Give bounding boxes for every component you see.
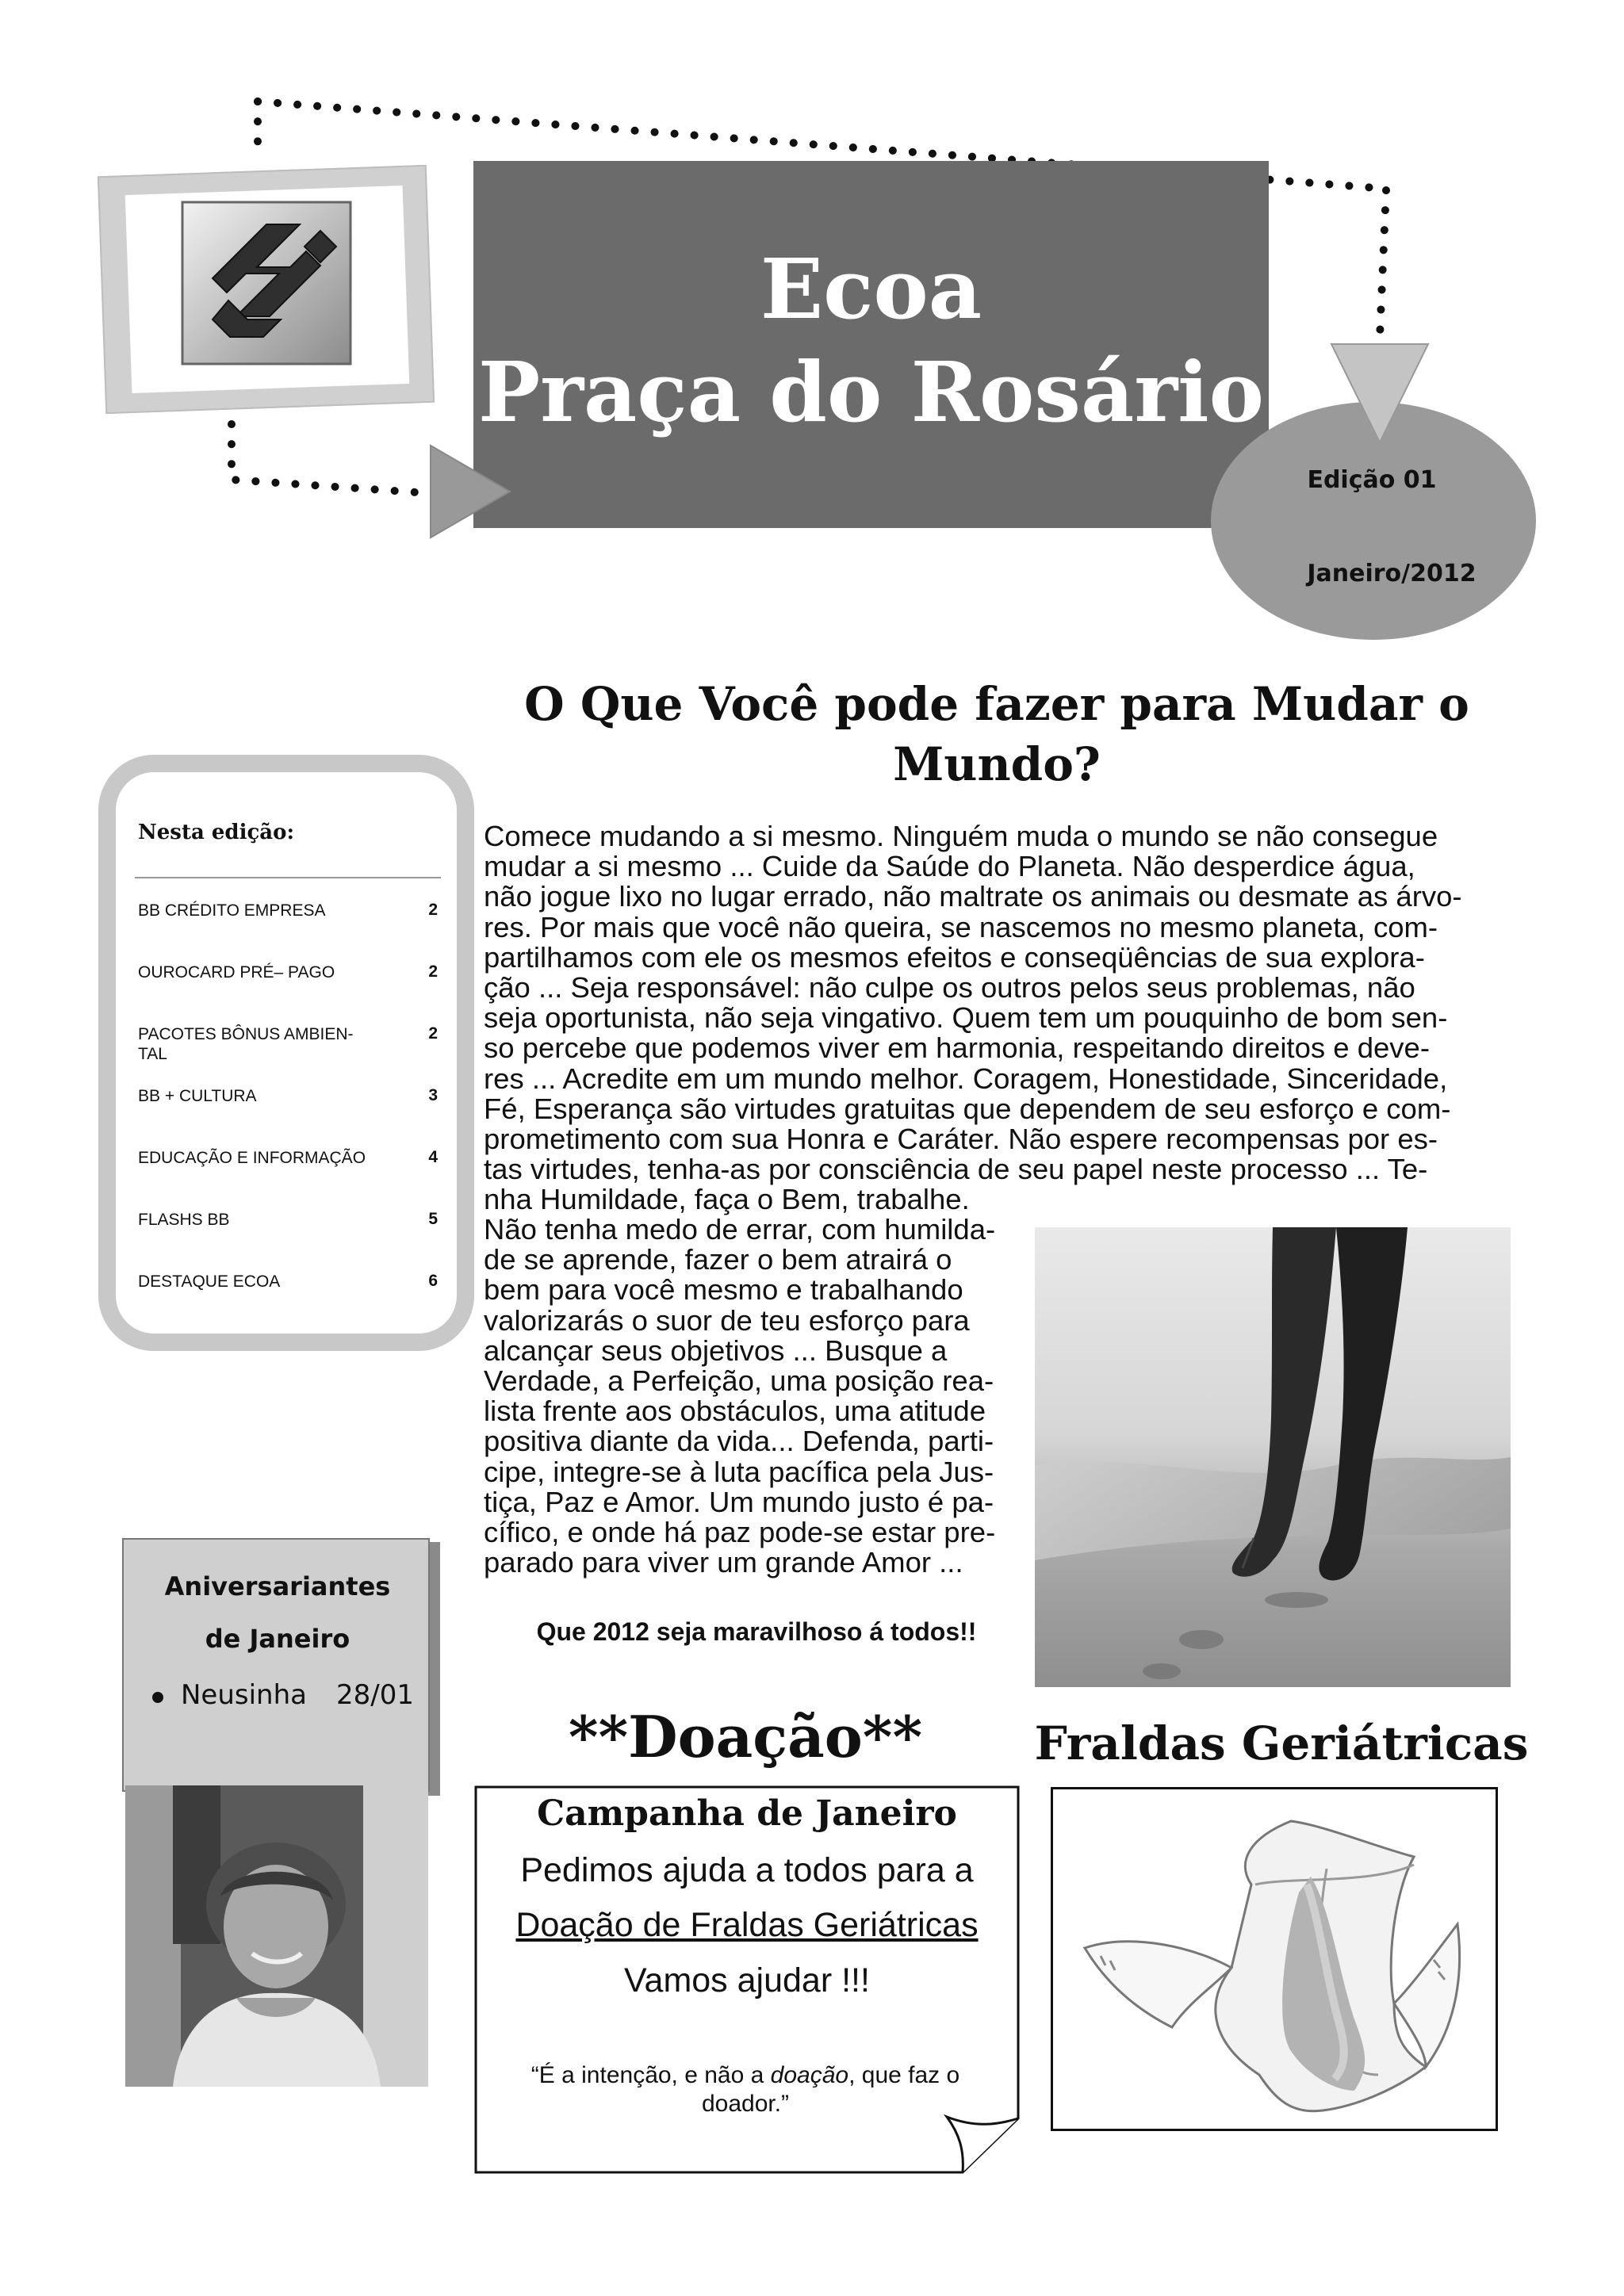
toc-item-page: 4 <box>428 1148 438 1166</box>
article-line: Verdade, a Perfeição, uma posição rea- <box>484 1364 994 1398</box>
article-line: bem para você mesmo e trabalhando <box>484 1273 963 1307</box>
article-line: valorizarás o suor de teu esforço para <box>484 1303 970 1337</box>
birthday-title <box>135 1560 420 1665</box>
article-line: lista frente aos obstáculos, uma atitude <box>484 1395 986 1428</box>
article-line: res ... Acredite em um mundo melhor. Coragem, Honestidade, Sinceridade, <box>484 1062 1448 1095</box>
toc-item-label: DESTAQUE ECOA <box>138 1272 281 1291</box>
edition-date: Janeiro/2012 <box>1307 560 1477 587</box>
article-line: Não tenha medo de errar, com humilda- <box>484 1213 996 1246</box>
toc-item-page: 2 <box>428 1024 438 1043</box>
donation-line-2: Doação de Fraldas Geriátricas <box>515 1906 979 1944</box>
birthday-name: Neusinha <box>181 1679 307 1711</box>
donation-quote <box>492 2061 999 2118</box>
article-line: tas virtudes, tenha-as por consciência de seu papel neste processo ... Te- <box>484 1153 1428 1186</box>
closing-message: Que 2012 seja maravilhoso á todos!! <box>536 1617 977 1646</box>
toc-divider <box>135 877 441 878</box>
toc-item-label: BB + CULTURA <box>138 1087 257 1105</box>
article-line: prometimento com sua Honra e Caráter. Não espere recompensas por es- <box>484 1123 1438 1156</box>
title-line-2: Praça do Rosário <box>478 343 1264 441</box>
article-body-continued <box>484 1215 1029 1578</box>
donation-line-1: Pedimos ajuda a todos para a <box>520 1851 974 1889</box>
article-line: ção ... Seja responsável: não culpe os outros pelos seus problemas, não <box>484 971 1415 1004</box>
toc-item-label: EDUCAÇÃO E INFORMAÇÃO <box>138 1149 366 1167</box>
donation-line-3: Vamos ajudar !!! <box>624 1961 870 1999</box>
toc-item-page: 5 <box>428 1210 438 1228</box>
article-line: parado para viver um grande Amor ... <box>484 1546 963 1579</box>
beach-feet-photo <box>1035 1227 1511 1687</box>
article-line: alcançar seus objetivos ... Busque a <box>484 1334 948 1367</box>
donation-campaign: Campanha de Janeiro <box>537 1793 957 1834</box>
toc-item-page: 3 <box>428 1086 438 1104</box>
quote-text: , que faz o doador.” <box>701 2062 960 2117</box>
article-line: tiça, Paz e Amor. Um mundo justo é pa- <box>484 1485 994 1518</box>
article-line: nha Humildade, faça o Bem, trabalhe. <box>484 1183 970 1216</box>
article-headline: O Que Você pode fazer para Mudar o Mundo? <box>524 677 1469 791</box>
article-line: partilhamos com ele os mesmos efeitos e conseqüências de sua explora- <box>484 940 1425 974</box>
arrow-down-icon <box>1328 341 1431 446</box>
article-body <box>484 821 1508 1215</box>
toc-item-label: FLASHS BB <box>138 1211 230 1229</box>
toc-item-page: 6 <box>428 1272 438 1290</box>
birthday-title-line-1: Aniversariantes <box>164 1571 391 1601</box>
article-line: mudar a si mesmo ... Cuide da Saúde do Planeta. Não desperdice água, <box>484 850 1415 883</box>
article-line: positiva diante da vida... Defenda, parti- <box>484 1425 994 1458</box>
toc-item-label: OUROCARD PRÉ– PAGO <box>138 963 335 982</box>
banco-do-brasil-logo-icon <box>181 201 352 365</box>
article-line: res. Por mais que você não queira, se nascemos no mesmo planeta, com- <box>484 910 1438 943</box>
toc-item-page: 2 <box>428 901 438 919</box>
fraldas-title: Fraldas Geriátricas <box>1034 1716 1529 1770</box>
article-line: cífico, e onde há paz pode-se estar pre- <box>484 1516 996 1549</box>
article-line: cipe, integre-se à luta pacífica pela Jus- <box>484 1455 994 1488</box>
arrow-right-icon <box>424 444 511 539</box>
toc-heading: Nesta edição: <box>138 821 295 844</box>
article-line: seja oportunista, não seja vingativo. Quem tem um pouquinho de bom sen- <box>484 1001 1448 1035</box>
birthday-date: 28/01 <box>336 1679 414 1711</box>
fraldas-box <box>1051 1787 1498 2131</box>
quote-emphasis: doação <box>770 2062 849 2088</box>
toc-item-label: BB CRÉDITO EMPRESA <box>138 901 326 920</box>
birthday-title-line-2: de Janeiro <box>205 1624 350 1654</box>
bullet-icon <box>152 1692 163 1703</box>
donation-title: **Doação** <box>568 1703 923 1770</box>
toc-item-page: 2 <box>428 962 438 981</box>
quote-text: “É a intenção, e não a <box>530 2062 771 2088</box>
diaper-illustration <box>1053 1789 1496 2129</box>
article-line: Fé, Esperança são virtudes gratuitas que dependem de seu esforço e com- <box>484 1092 1451 1125</box>
title-line-1: Ecoa <box>760 240 982 338</box>
newsletter-title <box>473 238 1269 444</box>
article-line: so percebe que podemos viver em harmonia, respeitando direitos e deve- <box>484 1031 1431 1065</box>
edition-number: Edição 01 <box>1307 466 1437 494</box>
article-line: não jogue lixo no lugar errado, não maltrate os animais ou desmate as árvo- <box>484 880 1462 913</box>
toc-item-label: PACOTES BÔNUS AMBIEN- TAL <box>138 1025 354 1063</box>
birthday-portrait-photo <box>125 1785 428 2087</box>
article-line: de se aprende, fazer o bem atrairá o <box>484 1243 952 1276</box>
article-line: Comece mudando a si mesmo. Ninguém muda o mundo se não consegue <box>484 820 1438 852</box>
